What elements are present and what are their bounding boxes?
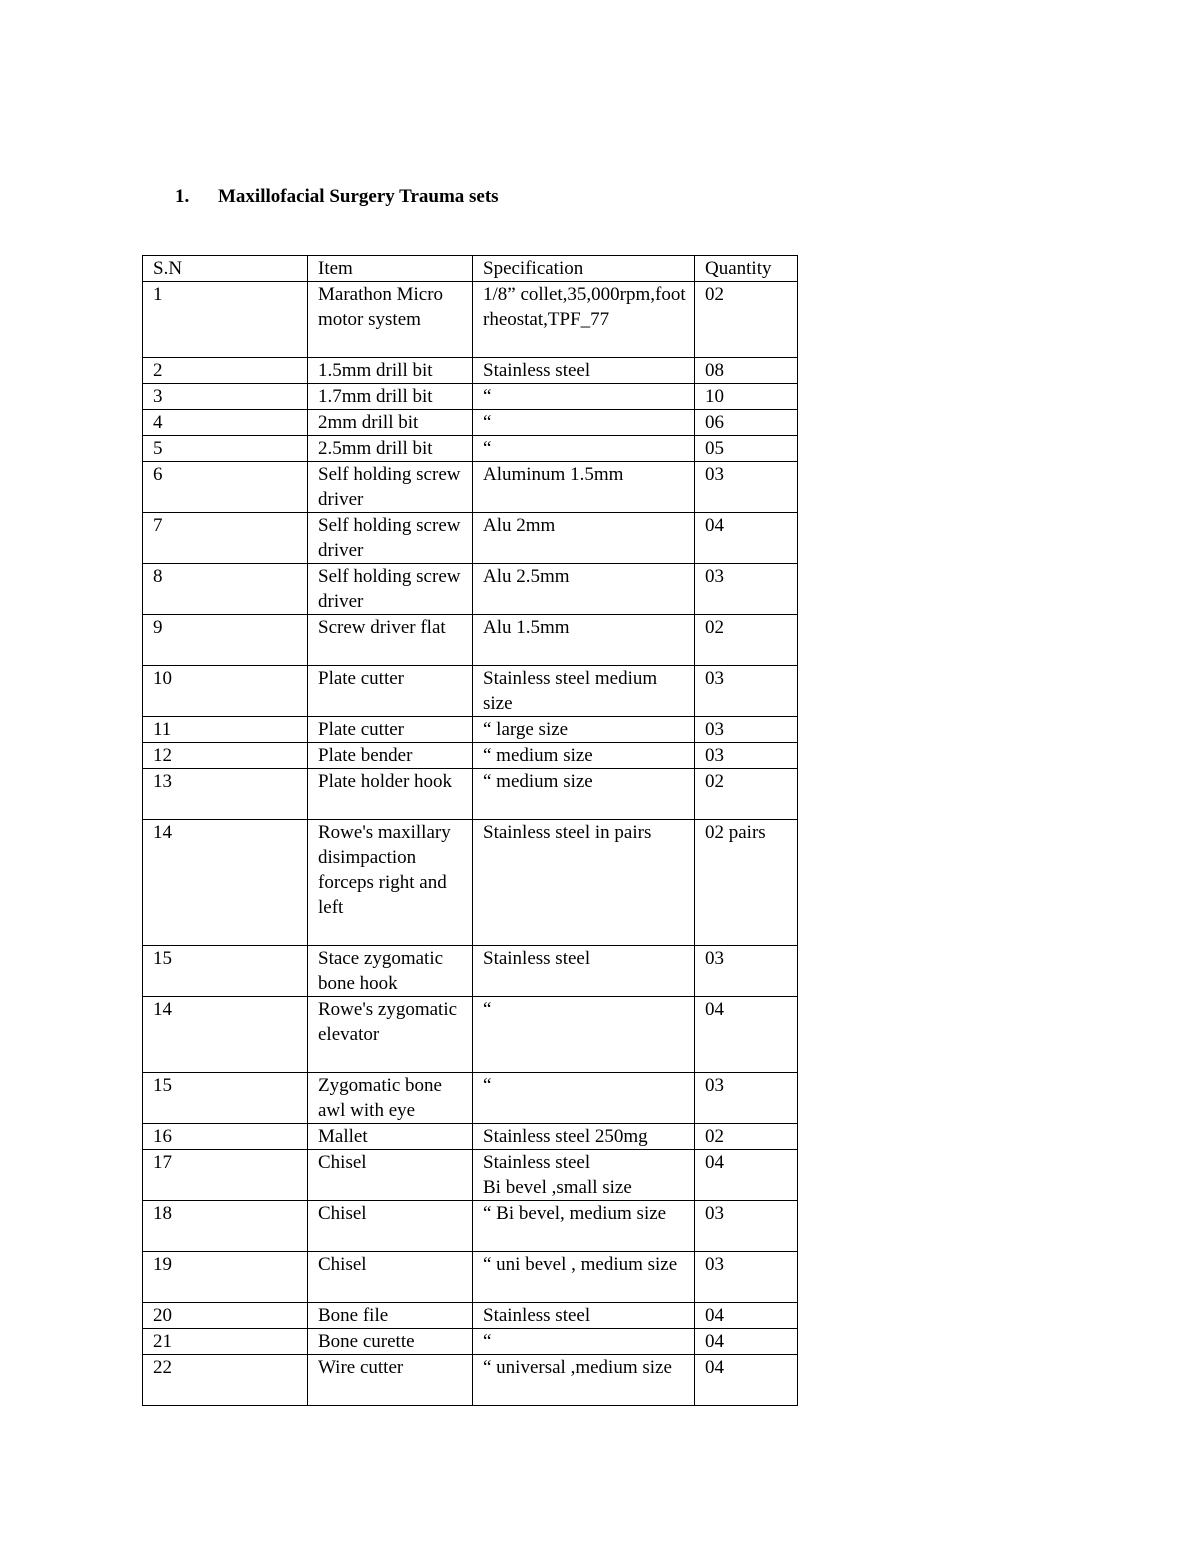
- cell-quantity: 02: [695, 769, 798, 820]
- cell-sn: 19: [143, 1252, 308, 1303]
- cell-item: Rowe's maxillary disimpaction forceps right and left: [308, 820, 473, 946]
- cell-specification: Stainless steel medium size: [473, 666, 695, 717]
- cell-item: Bone file: [308, 1303, 473, 1329]
- cell-specification: Stainless steel: [473, 1303, 695, 1329]
- header-item: Item: [308, 256, 473, 282]
- cell-quantity: 03: [695, 564, 798, 615]
- cell-item: Chisel: [308, 1252, 473, 1303]
- header-quantity: Quantity: [695, 256, 798, 282]
- cell-quantity: 02: [695, 615, 798, 666]
- cell-item: Bone curette: [308, 1329, 473, 1355]
- table-row: [143, 1252, 798, 1303]
- cell-item: Plate bender: [308, 743, 473, 769]
- cell-sn: 5: [143, 436, 308, 462]
- cell-sn: 1: [143, 282, 308, 358]
- cell-item: Plate cutter: [308, 717, 473, 743]
- table-row: [143, 1201, 798, 1252]
- cell-quantity: 08: [695, 358, 798, 384]
- cell-quantity: 03: [695, 717, 798, 743]
- cell-item: Plate cutter: [308, 666, 473, 717]
- cell-item: Plate holder hook: [308, 769, 473, 820]
- table-row: [143, 513, 798, 564]
- heading-number: 1.: [175, 186, 190, 207]
- cell-sn: 4: [143, 410, 308, 436]
- cell-quantity: 03: [695, 743, 798, 769]
- cell-quantity: 04: [695, 997, 798, 1073]
- cell-item: Chisel: [308, 1150, 473, 1201]
- cell-sn: 18: [143, 1201, 308, 1252]
- cell-item: Zygomatic bone awl with eye: [308, 1073, 473, 1124]
- cell-item: Chisel: [308, 1201, 473, 1252]
- cell-specification: “ uni bevel , medium size: [473, 1252, 695, 1303]
- cell-sn: 7: [143, 513, 308, 564]
- table-row: [143, 997, 798, 1073]
- cell-item: Marathon Micro motor system: [308, 282, 473, 358]
- cell-item: 1.7mm drill bit: [308, 384, 473, 410]
- cell-specification: Alu 1.5mm: [473, 615, 695, 666]
- cell-quantity: 04: [695, 1303, 798, 1329]
- table-row: [143, 615, 798, 666]
- cell-quantity: 03: [695, 462, 798, 513]
- header-sn: S.N: [143, 256, 308, 282]
- table-header-row: [143, 256, 798, 282]
- cell-item: Wire cutter: [308, 1355, 473, 1406]
- table-row: [143, 282, 798, 358]
- cell-quantity: 03: [695, 1252, 798, 1303]
- table-row: [143, 1150, 798, 1201]
- cell-specification: “: [473, 1329, 695, 1355]
- cell-quantity: 03: [695, 666, 798, 717]
- cell-sn: 10: [143, 666, 308, 717]
- cell-item: 1.5mm drill bit: [308, 358, 473, 384]
- cell-sn: 14: [143, 997, 308, 1073]
- cell-specification: Aluminum 1.5mm: [473, 462, 695, 513]
- cell-sn: 17: [143, 1150, 308, 1201]
- cell-sn: 11: [143, 717, 308, 743]
- cell-specification: 1/8” collet,35,000rpm,foot rheostat,TPF_77: [473, 282, 695, 358]
- cell-quantity: 03: [695, 946, 798, 997]
- table-row: [143, 743, 798, 769]
- cell-quantity: 04: [695, 513, 798, 564]
- cell-quantity: 02: [695, 1124, 798, 1150]
- cell-quantity: 04: [695, 1150, 798, 1201]
- cell-specification: “: [473, 410, 695, 436]
- header-specification: Specification: [473, 256, 695, 282]
- cell-specification: Stainless steel: [473, 946, 695, 997]
- table-row: [143, 666, 798, 717]
- cell-specification: Stainless steel 250mg: [473, 1124, 695, 1150]
- cell-specification: Alu 2.5mm: [473, 564, 695, 615]
- cell-quantity: 06: [695, 410, 798, 436]
- cell-sn: 15: [143, 1073, 308, 1124]
- table-row: [143, 820, 798, 946]
- cell-quantity: 02 pairs: [695, 820, 798, 946]
- cell-quantity: 10: [695, 384, 798, 410]
- cell-specification: “: [473, 436, 695, 462]
- cell-specification: “ Bi bevel, medium size: [473, 1201, 695, 1252]
- cell-sn: 9: [143, 615, 308, 666]
- cell-item: Self holding screw driver: [308, 564, 473, 615]
- cell-item: Self holding screw driver: [308, 462, 473, 513]
- cell-quantity: 03: [695, 1201, 798, 1252]
- cell-sn: 14: [143, 820, 308, 946]
- table-row: [143, 1073, 798, 1124]
- cell-specification: “: [473, 384, 695, 410]
- cell-quantity: 05: [695, 436, 798, 462]
- cell-sn: 8: [143, 564, 308, 615]
- cell-quantity: 04: [695, 1329, 798, 1355]
- heading-title: Maxillofacial Surgery Trauma sets: [218, 186, 499, 207]
- cell-specification: Stainless steel in pairs: [473, 820, 695, 946]
- cell-item: 2.5mm drill bit: [308, 436, 473, 462]
- trauma-set-table: [142, 255, 798, 1406]
- cell-sn: 12: [143, 743, 308, 769]
- cell-sn: 15: [143, 946, 308, 997]
- table-row: [143, 1355, 798, 1406]
- cell-sn: 6: [143, 462, 308, 513]
- cell-sn: 16: [143, 1124, 308, 1150]
- table-row: [143, 436, 798, 462]
- cell-item: Rowe's zygomatic elevator: [308, 997, 473, 1073]
- cell-quantity: 02: [695, 282, 798, 358]
- table-row: [143, 462, 798, 513]
- cell-specification: “ universal ,medium size: [473, 1355, 695, 1406]
- cell-specification: “ medium size: [473, 769, 695, 820]
- table-row: [143, 410, 798, 436]
- cell-sn: 22: [143, 1355, 308, 1406]
- cell-item: Stace zygomatic bone hook: [308, 946, 473, 997]
- cell-sn: 21: [143, 1329, 308, 1355]
- cell-sn: 3: [143, 384, 308, 410]
- cell-sn: 2: [143, 358, 308, 384]
- cell-item: Self holding screw driver: [308, 513, 473, 564]
- cell-quantity: 03: [695, 1073, 798, 1124]
- document-heading: [175, 186, 499, 208]
- table-row: [143, 717, 798, 743]
- table-row: [143, 384, 798, 410]
- cell-specification: Alu 2mm: [473, 513, 695, 564]
- table-row: [143, 1329, 798, 1355]
- cell-sn: 13: [143, 769, 308, 820]
- table-row: [143, 769, 798, 820]
- cell-specification: “ large size: [473, 717, 695, 743]
- table-row: [143, 1303, 798, 1329]
- cell-item: 2mm drill bit: [308, 410, 473, 436]
- cell-specification: “: [473, 1073, 695, 1124]
- cell-item: Screw driver flat: [308, 615, 473, 666]
- cell-sn: 20: [143, 1303, 308, 1329]
- table-row: [143, 358, 798, 384]
- cell-specification: “ medium size: [473, 743, 695, 769]
- cell-quantity: 04: [695, 1355, 798, 1406]
- cell-item: Mallet: [308, 1124, 473, 1150]
- table-row: [143, 1124, 798, 1150]
- cell-specification: Stainless steel: [473, 358, 695, 384]
- table-row: [143, 946, 798, 997]
- cell-specification: “: [473, 997, 695, 1073]
- table-row: [143, 564, 798, 615]
- cell-specification: Stainless steel Bi bevel ,small size: [473, 1150, 695, 1201]
